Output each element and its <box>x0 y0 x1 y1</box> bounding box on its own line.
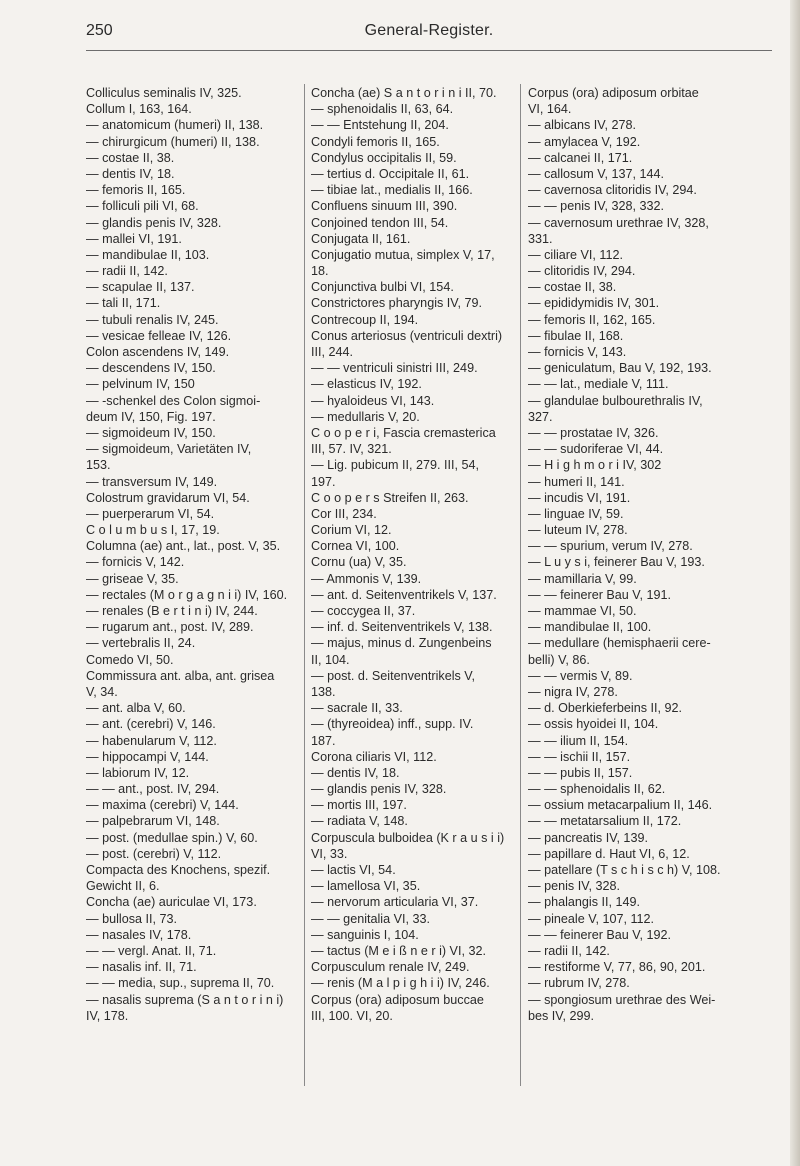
index-entry: Constrictores pharyngis IV, 79. <box>311 296 483 311</box>
index-entry: III, 244. <box>311 345 354 359</box>
column-divider <box>304 84 305 1086</box>
index-entry: Concha (ae) S a n t o r i n i II, 70. <box>311 86 497 100</box>
index-entry: Gewicht II, 6. <box>86 879 160 894</box>
index-entry: — d. Oberkieferbeins II, 92. <box>528 701 682 716</box>
index-entry: — folliculi pili VI, 68. <box>86 199 199 214</box>
index-entry: — ant. d. Seitenventrikels V, 137. <box>311 587 497 602</box>
index-entry: Confluens sinuum III, 390. <box>311 199 458 214</box>
index-entry: — ant. (cerebri) V, 146. <box>86 717 216 732</box>
index-entry: — medullare (hemisphaerii cere- <box>528 636 711 651</box>
index-entry: — dentis IV, 18. <box>311 765 400 780</box>
index-entry: — Lig. pubicum II, 279. III, 54, <box>311 458 480 473</box>
index-entry: — luteum IV, 278. <box>528 523 628 538</box>
index-entry: — descendens IV, 150. <box>86 361 216 376</box>
index-entry: — tibiae lat., medialis II, 166. <box>311 183 473 198</box>
index-entry: — elasticus IV, 192. <box>311 377 422 392</box>
index-entry: — penis IV, 328. <box>528 879 620 894</box>
index-entry: bes IV, 299. <box>528 1008 595 1023</box>
index-entry: — transversum IV, 149. <box>86 474 218 489</box>
index-entry: 327. <box>528 409 553 424</box>
index-entry: — habenularum V, 112. <box>86 733 217 748</box>
index-entry: — epididymidis IV, 301. <box>528 296 660 311</box>
index-entry: — H i g h m o r i IV, 302 <box>528 458 662 473</box>
running-title: General-Register. <box>364 22 494 39</box>
index-entry: Corpus (ora) adiposum orbitae <box>528 86 699 100</box>
index-entry: Cornu (ua) V, 35. <box>311 555 407 570</box>
index-entry: — rugarum ant., post. IV, 289. <box>86 620 254 635</box>
index-entry: 138. <box>311 684 336 699</box>
index-entry: — glandis penis IV, 328. <box>86 215 222 230</box>
index-entry: — — Entstehung II, 204. <box>311 118 449 133</box>
index-entry: — fibulae II, 168. <box>528 328 624 343</box>
index-entry: — rubrum IV, 278. <box>528 976 630 991</box>
index-entry: — vertebralis II, 24. <box>86 636 196 651</box>
index-entry: Conjunctiva bulbi VI, 154. <box>311 280 454 295</box>
index-entry: IV, 178. <box>86 1008 129 1023</box>
page-header <box>86 22 772 46</box>
index-entry: C o o p e r s Streifen II, 263. <box>311 490 469 505</box>
header-rule <box>86 50 772 51</box>
index-entry: — lamellosa VI, 35. <box>311 879 421 894</box>
index-entry: Conjoined tendon III, 54. <box>311 215 449 230</box>
index-column-2 <box>311 85 518 1024</box>
index-entry: — fornicis V, 142. <box>86 555 185 570</box>
index-entry: — ossis hyoidei II, 104. <box>528 717 659 732</box>
index-entry: — ossium metacarpalium II, 146. <box>528 798 713 813</box>
index-entry: — post. (medullae spin.) V, 60. <box>86 830 258 845</box>
index-entry: — — prostatae IV, 326. <box>528 425 659 440</box>
index-entry: — rectales (M o r g a g n i i) IV, 160. <box>86 587 288 602</box>
index-entry: — costae II, 38. <box>528 280 617 295</box>
index-entry: — — ischii II, 157. <box>528 749 631 764</box>
index-entry: C o o p e r i, Fascia cremasterica <box>311 425 496 440</box>
index-entry: — — spurium, verum IV, 278. <box>528 539 693 554</box>
index-entry: — (thyreoidea) inff., supp. IV. <box>311 717 474 732</box>
index-entry: — — ilium II, 154. <box>528 733 629 748</box>
index-entry: — pineale V, 107, 112. <box>528 911 655 926</box>
index-entry: Collum I, 163, 164. <box>86 102 192 117</box>
index-entry: — — feinerer Bau V, 191. <box>528 587 672 602</box>
index-entry: — griseae V, 35. <box>86 571 179 586</box>
index-entry: Colon ascendens IV, 149. <box>86 345 230 359</box>
index-entry: — restiforme V, 77, 86, 90, 201. <box>528 960 706 975</box>
index-entry: — L u y s i, feinerer Bau V, 193. <box>528 555 705 570</box>
index-entry: — calcanei II, 171. <box>528 150 633 165</box>
index-entry: — palpebrarum VI, 148. <box>86 814 220 829</box>
index-entry: — femoris II, 165. <box>86 183 186 198</box>
index-entry: — sigmoideum IV, 150. <box>86 425 216 440</box>
index-entry: — inf. d. Seitenventrikels V, 138. <box>311 620 493 635</box>
index-entry: — ciliare VI, 112. <box>528 247 623 262</box>
index-entry: Conjugatio mutua, simplex V, 17, <box>311 247 495 262</box>
index-entry: Corpuscula bulboidea (K r a u s i i) <box>311 830 505 845</box>
index-entry: — maxima (cerebri) V, 144. <box>86 798 239 813</box>
index-entry: Cornea VI, 100. <box>311 539 400 554</box>
index-entry: — tali II, 171. <box>86 296 161 311</box>
index-entry: Corpusculum renale IV, 249. <box>311 960 470 975</box>
index-entry: Cor III, 234. <box>311 506 377 521</box>
index-column-3 <box>528 85 772 1024</box>
column-divider <box>520 84 521 1086</box>
index-entry: Conus arteriosus (ventriculi dextri) <box>311 328 503 343</box>
index-entry: 197. <box>311 474 336 489</box>
index-entry: — cavernosum urethrae IV, 328, <box>528 215 709 230</box>
index-entry: — pancreatis IV, 139. <box>528 830 648 845</box>
index-entry: — chirurgicum (humeri) II, 138. <box>86 134 260 149</box>
index-entry: Compacta des Knochens, spezif. <box>86 863 271 877</box>
index-entry: — — vermis V, 89. <box>528 668 633 683</box>
index-entry: — radii II, 142. <box>528 943 610 958</box>
index-entry: — medullaris V, 20. <box>311 409 420 424</box>
index-entry: — tertius d. Occipitale II, 61. <box>311 166 470 181</box>
index-entry: V, 34. <box>86 684 118 699</box>
index-entry: Colliculus seminalis IV, 325. <box>86 86 242 100</box>
index-entry: — renales (B e r t i n i) IV, 244. <box>86 604 258 618</box>
index-entry: — papillare d. Haut VI, 6, 12. <box>528 846 690 861</box>
index-entry: — nasales IV, 178. <box>86 927 192 942</box>
index-entry: II, 104. <box>311 652 350 667</box>
index-entry: — albicans IV, 278. <box>528 118 637 133</box>
index-entry: Colostrum gravidarum VI, 54. <box>86 490 250 505</box>
index-entry: — hyaloideus VI, 143. <box>311 393 435 408</box>
index-entry: — callosum V, 137, 144. <box>528 166 665 181</box>
index-entry: 331. <box>528 231 553 246</box>
index-entry: — — sphenoidalis II, 62. <box>528 782 666 797</box>
index-entry: — tubuli renalis IV, 245. <box>86 312 219 327</box>
index-entry: — — genitalia VI, 33. <box>311 911 431 926</box>
index-entry: — spongiosum urethrae des Wei- <box>528 992 716 1007</box>
index-entry: — scapulae II, 137. <box>86 280 195 295</box>
index-entry: — nasalis inf. II, 71. <box>86 960 197 975</box>
index-entry: — vesicae felleae IV, 126. <box>86 328 232 343</box>
index-entry: — mandibulae II, 103. <box>86 247 210 262</box>
index-entry: — nervorum articularia VI, 37. <box>311 895 479 910</box>
index-entry: — sacrale II, 33. <box>311 701 403 716</box>
index-entry: — — vergl. Anat. II, 71. <box>86 943 217 958</box>
index-entry: — clitoridis IV, 294. <box>528 264 636 279</box>
index-entry: — fornicis V, 143. <box>528 345 627 359</box>
index-entry: — mandibulae II, 100. <box>528 620 652 635</box>
index-entry: Corpus (ora) adiposum buccae <box>311 992 484 1007</box>
index-entry: — tactus (M e i ß n e r i) VI, 32. <box>311 943 486 958</box>
index-entry: deum IV, 150, Fig. 197. <box>86 409 216 424</box>
index-entry: — — lat., mediale V, 111. <box>528 377 669 392</box>
index-entry: — costae II, 38. <box>86 150 175 165</box>
index-entry: — — penis IV, 328, 332. <box>528 199 665 214</box>
index-entry: — mammae VI, 50. <box>528 604 637 618</box>
index-entry: — radii II, 142. <box>86 264 168 279</box>
index-entry: — mallei VI, 191. <box>86 231 182 246</box>
index-entry: — sphenoidalis II, 63, 64. <box>311 102 454 117</box>
index-entry: — nigra IV, 278. <box>528 684 618 699</box>
index-entry: — cavernosa clitoridis IV, 294. <box>528 183 697 198</box>
index-entry: — post. (cerebri) V, 112. <box>86 846 222 861</box>
index-entry: — geniculatum, Bau V, 192, 193. <box>528 361 712 376</box>
index-entry: Comedo VI, 50. <box>86 652 174 667</box>
index-entry: VI, 164. <box>528 102 572 117</box>
index-entry: — coccygea II, 37. <box>311 604 416 618</box>
index-entry: — anatomicum (humeri) II, 138. <box>86 118 264 133</box>
index-entry: — patellare (T s c h i s c h) V, 108. <box>528 863 721 877</box>
index-entry: — glandulae bulbourethralis IV, <box>528 393 703 408</box>
index-entry: Condyli femoris II, 165. <box>311 134 440 149</box>
index-entry: — sanguinis I, 104. <box>311 927 419 942</box>
index-entry: — post. d. Seitenventrikels V, <box>311 668 476 683</box>
index-entry: — amylacea V, 192. <box>528 134 641 149</box>
index-entry: — — media, sup., suprema II, 70. <box>86 976 275 991</box>
index-entry: — phalangis II, 149. <box>528 895 641 910</box>
index-entry: — mamillaria V, 99. <box>528 571 637 586</box>
index-entry: III, 57. IV, 321. <box>311 442 392 457</box>
index-entry: 153. <box>86 458 111 473</box>
index-entry: Contrecoup II, 194. <box>311 312 419 327</box>
index-entry: Condylus occipitalis II, 59. <box>311 150 457 165</box>
index-entry: — labiorum IV, 12. <box>86 765 190 780</box>
index-entry: 187. <box>311 733 336 748</box>
index-entry: III, 100. VI, 20. <box>311 1008 393 1023</box>
index-entry: — puerperarum VI, 54. <box>86 506 215 521</box>
index-entry: — hippocampi V, 144. <box>86 749 209 764</box>
index-entry: Conjugata II, 161. <box>311 231 411 246</box>
index-entry: Concha (ae) auriculae VI, 173. <box>86 895 257 910</box>
index-entry: 18. <box>311 264 329 279</box>
index-entry: — — ventriculi sinistri III, 249. <box>311 361 478 376</box>
index-entry: — sigmoideum, Varietäten IV, <box>86 442 252 457</box>
index-entry: — — metatarsalium II, 172. <box>528 814 682 829</box>
index-entry: — lactis VI, 54. <box>311 863 396 877</box>
index-entry: — — feinerer Bau V, 192. <box>528 927 672 942</box>
index-entry: C o l u m b u s I, 17, 19. <box>86 523 220 538</box>
page-edge <box>790 0 800 1166</box>
index-entry: — mortis III, 197. <box>311 798 407 813</box>
index-entry: — Ammonis V, 139. <box>311 571 422 586</box>
index-entry: — pelvinum IV, 150 <box>86 377 195 392</box>
index-entry: — linguae IV, 59. <box>528 506 624 521</box>
page-number: 250 <box>86 22 113 39</box>
index-entry: — incudis VI, 191. <box>528 490 631 505</box>
index-entry: — nasalis suprema (S a n t o r i n i) <box>86 992 284 1007</box>
index-entry: — — sudoriferae VI, 44. <box>528 442 664 457</box>
index-entry: VI, 33. <box>311 846 348 861</box>
index-entry: — ant. alba V, 60. <box>86 701 186 716</box>
index-entry: Corium VI, 12. <box>311 523 392 538</box>
index-entry: — — pubis II, 157. <box>528 765 633 780</box>
index-entry: — — ant., post. IV, 294. <box>86 782 220 797</box>
index-entry: belli) V, 86. <box>528 652 590 667</box>
index-entry: — -schenkel des Colon sigmoi- <box>86 393 261 408</box>
index-entry: — dentis IV, 18. <box>86 166 175 181</box>
index-entry: — renis (M a l p i g h i i) IV, 246. <box>311 976 490 991</box>
index-entry: — glandis penis IV, 328. <box>311 782 447 797</box>
index-column-1 <box>86 85 298 1024</box>
index-entry: — humeri II, 141. <box>528 474 625 489</box>
index-entry: Commissura ant. alba, ant. grisea <box>86 668 275 683</box>
index-entry: — femoris II, 162, 165. <box>528 312 656 327</box>
index-entry: Corona ciliaris VI, 112. <box>311 749 437 764</box>
index-entry: — majus, minus d. Zungenbeins <box>311 636 492 651</box>
index-entry: Columna (ae) ant., lat., post. V, 35. <box>86 539 281 554</box>
index-entry: — bullosa II, 73. <box>86 911 178 926</box>
index-entry: — radiata V, 148. <box>311 814 408 829</box>
